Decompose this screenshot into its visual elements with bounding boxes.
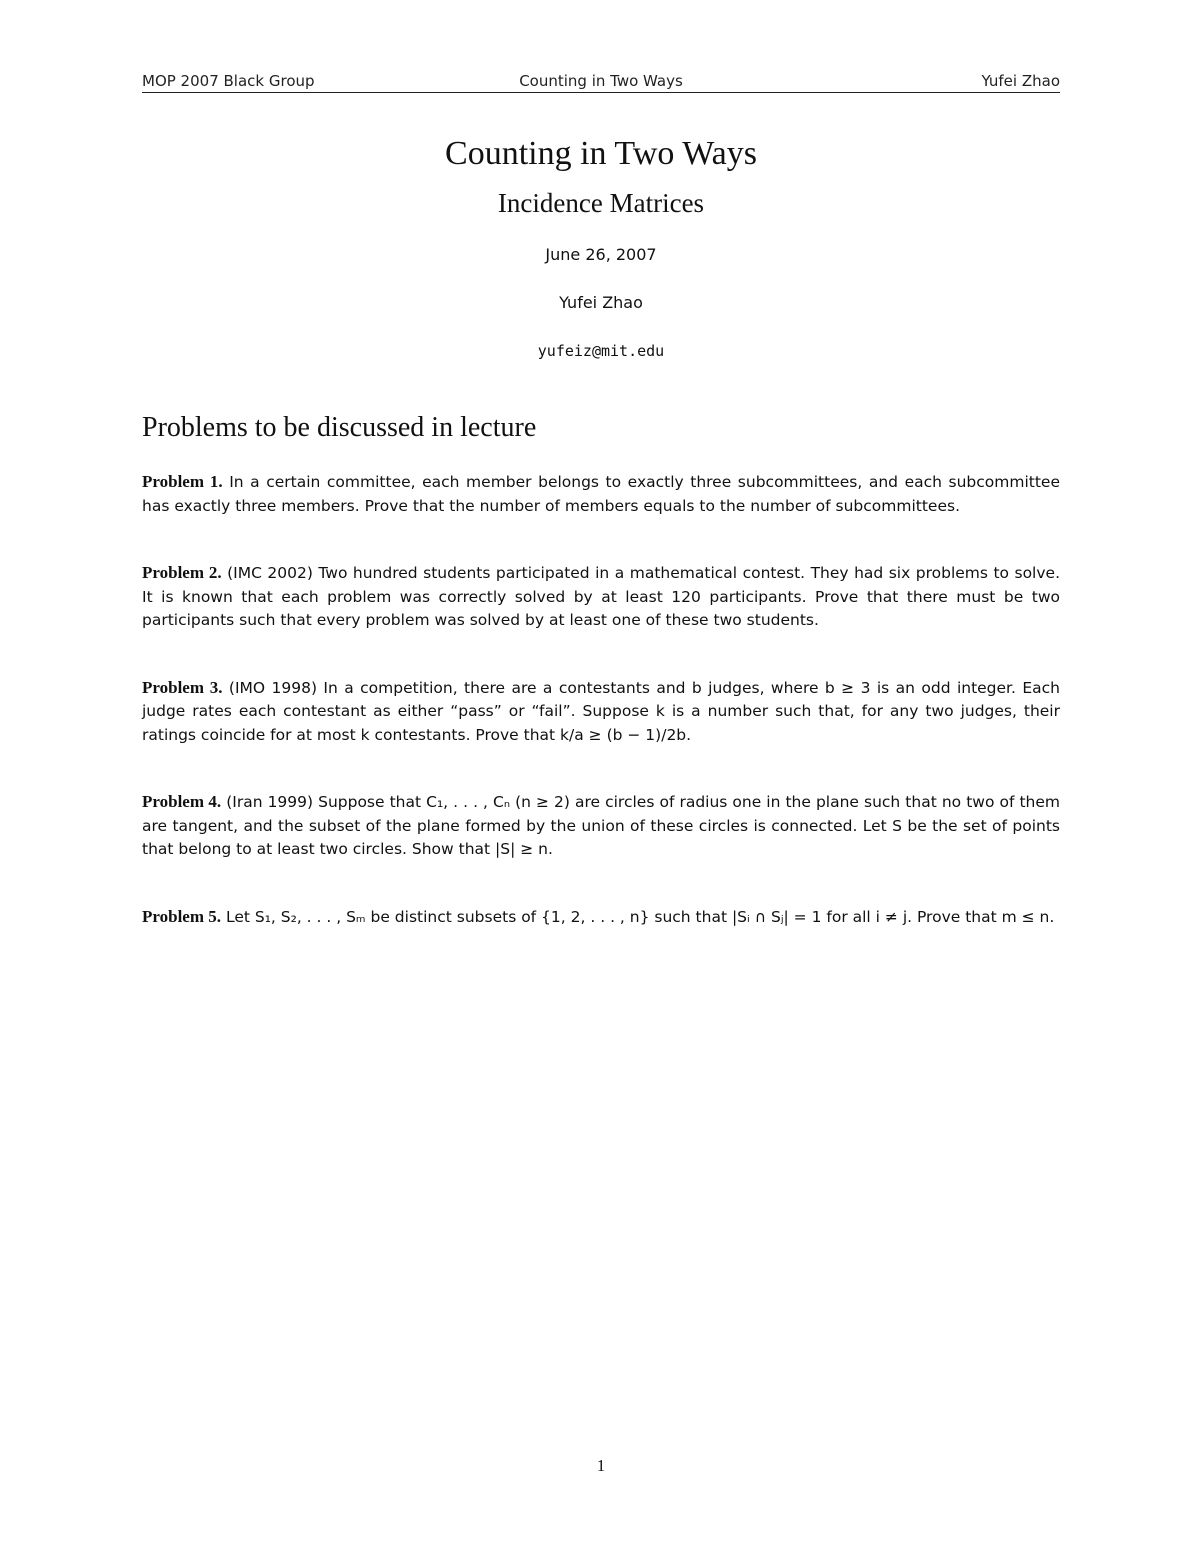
header-rule [142,92,1060,93]
problem-label: Problem 3. [142,677,223,697]
problem-list [142,470,1060,972]
document-title: Counting in Two Ways [445,135,757,172]
problem-2 [142,561,1060,633]
problem-1 [142,470,1060,518]
problem-text: (IMO 1998) In a competition, there are a contestants and b judges, where b ≥ 3 is an odd integer. Each judge rates each contestant as either “pass” or “fail”. Suppose k is a number such that, for any two judges, their ratings coincide for at most k contestants. Prove that k/a ≥ (b − 1)/2b. [142,678,1060,744]
header-center: Counting in Two Ways [519,72,683,90]
document-subtitle: Incidence Matrices [497,188,705,218]
problem-text: (Iran 1999) Suppose that C₁, . . . , Cₙ (n ≥ 2) are circles of radius one in the plane such that no two of them are tangent, and the subset of the plane formed by the union of these circles is connected. Let S be the set of points that belong to at least two circles. Show that |S| ≥ n. [142,793,1061,858]
problem-3 [142,676,1060,748]
document-page [142,0,1060,1553]
document-date: June 26, 2007 [545,245,657,264]
author-email: yufeiz@mit.edu [537,342,665,360]
running-header [142,70,1060,92]
problem-text: Let S₁, S₂, . . . , Sₘ be distinct subsets of {1, 2, . . . , n} such that |Sᵢ ∩ Sⱼ| = 1 for all i ≠ j. Prove that m ≤ n. [225,907,1055,926]
problem-label: Problem 4. [142,792,222,811]
problem-text: (IMC 2002) Two hundred students participated in a mathematical contest. They had six problems to solve. It is known that each problem was correctly solved by at least 120 participants. Prove that there must be two participants such that every problem was solved by at least one of these two students. [142,564,1061,629]
problem-text: In a certain committee, each member belongs to exactly three subcommittees, and each subcommittee has exactly three members. Prove that the number of members equals to the number of subcommittees. [142,473,1060,515]
problem-label: Problem 2. [142,563,222,582]
page-number: 1 [596,1456,606,1475]
header-right: Yufei Zhao [981,72,1060,90]
section-heading: Problems to be discussed in lecture [142,412,537,443]
problem-label: Problem 5. [142,906,222,926]
problem-5 [142,905,1060,930]
title-block [142,132,1060,362]
document-author: Yufei Zhao [559,293,643,312]
header-left: MOP 2007 Black Group [142,72,315,90]
problem-label: Problem 1. [142,472,223,491]
problem-4 [142,790,1060,862]
